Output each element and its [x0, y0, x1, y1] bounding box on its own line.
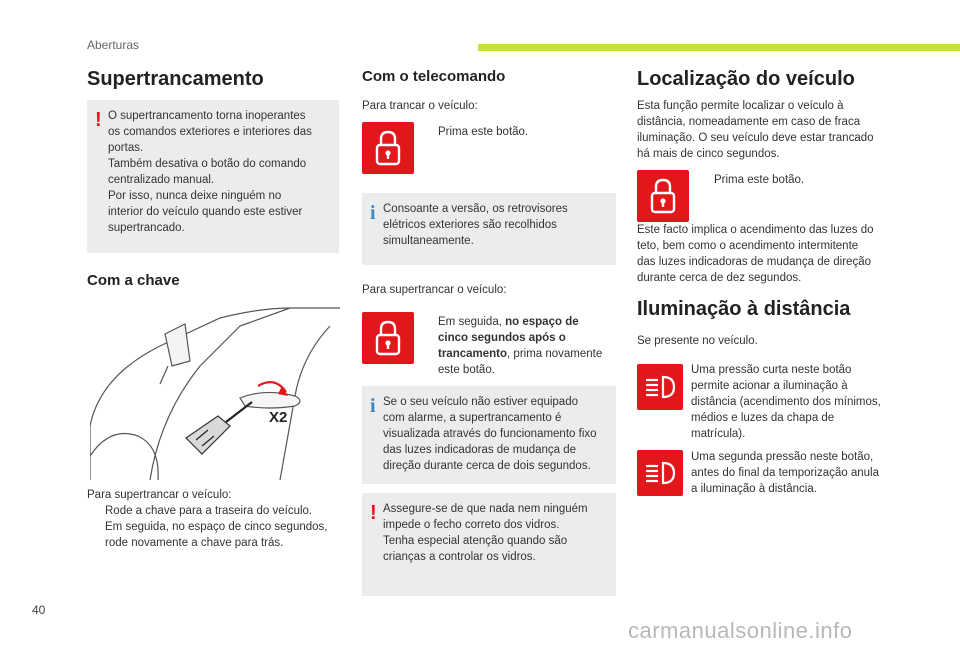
illustration-x2-label: X2 [269, 409, 288, 426]
page-number: 40 [32, 603, 46, 617]
chave-intro: Para supertrancar o veículo: [87, 489, 232, 501]
lock-icon [373, 128, 403, 168]
door-key-illustration [90, 306, 340, 480]
lights-button-tile-1 [637, 364, 683, 410]
lights-button-tile-2 [637, 450, 683, 496]
info-icon: i [370, 202, 376, 224]
subtitle-com-a-chave: Com a chave [87, 272, 180, 289]
section-label: Aberturas [87, 38, 140, 52]
watermark: carmanualsonline.info [628, 618, 853, 643]
super-intro: Para supertrancar o veículo: [362, 284, 507, 296]
warning-text: O supertrancamento torna inoperantes os comandos exteriores e interiores das portas. Também desativa o botão do comando centralizado manual. Por isso, nunca deixe ninguém no interior do veículo quando este estiver supertrancado. [108, 110, 312, 234]
lock-button-tile-3 [637, 170, 689, 222]
info-icon: i [370, 395, 376, 417]
header-accent-bar [478, 44, 960, 51]
lock-icon [373, 318, 403, 358]
localizacao-intro: Esta função permite localizar o veículo à distância, nomeadamente em caso de fraca iluminação. O seu veículo deve estar trancado há mais de cinco segundos. [637, 100, 874, 160]
headlight-icon [643, 374, 677, 400]
lock-step: Prima este botão. [438, 126, 529, 138]
info-box-retrovisores: i Consoante a versão, os retrovisores elétricos exteriores são recolhidos simultaneamente. [362, 193, 616, 265]
warning-box-vidros: ! Assegure-se de que nada nem ninguém impede o fecho correto dos vidros. Tenha especial atenção quando são crianças a controlar os vidros. [362, 493, 616, 596]
lock-button-tile-1 [362, 122, 414, 174]
headlight-icon [643, 460, 677, 486]
chave-bullet-2-cont: rode novamente a chave para trás. [105, 537, 284, 549]
chave-bullet-2: Em seguida, no espaço de cinco segundos, [105, 521, 328, 533]
chave-bullet-1: Rode a chave para a traseira do veículo. [105, 505, 313, 517]
warning-box-supertrancamento [87, 100, 339, 253]
second-press-text: Uma segunda pressão neste botão, antes do final da temporização anula a iluminação à distância. [691, 451, 879, 495]
lock-icon [648, 176, 678, 216]
localizacao-step: Prima este botão. [714, 174, 805, 186]
warning-icon: ! [370, 502, 377, 524]
lock-intro: Para trancar o veículo: [362, 100, 478, 112]
info-box-alarme: i Se o seu veículo não estiver equipado com alarme, a supertrancamento é visualizada através do funcionamento fixo das luzes indicadoras de mudança de direção durante cerca de dois segundos. [362, 386, 616, 484]
super-step: Em seguida, no espaço de cinco segundos após o trancamento, prima novamente este botão. [438, 316, 603, 376]
title-localizacao-do-veiculo: Localização do veículo [637, 68, 855, 90]
lock-button-tile-2 [362, 312, 414, 364]
warning-icon: ! [95, 109, 102, 131]
iluminacao-note: Se presente no veículo. [637, 335, 758, 347]
title-com-o-telecomando: Com o telecomando [362, 68, 506, 85]
localizacao-result: Este facto implica o acendimento das luzes do teto, bem como o acendimento intermitente das luzes indicadoras de mudança de direção durante cerca de dez segundos. [637, 224, 874, 284]
title-iluminacao-a-distancia: Iluminação à distância [637, 298, 851, 320]
short-press-text: Uma pressão curta neste botão permite acionar a iluminação à distância (acendimento dos mínimos, médios e luzes da chapa de matrícula). [691, 364, 881, 440]
title-supertrancamento: Supertrancamento [87, 68, 264, 90]
